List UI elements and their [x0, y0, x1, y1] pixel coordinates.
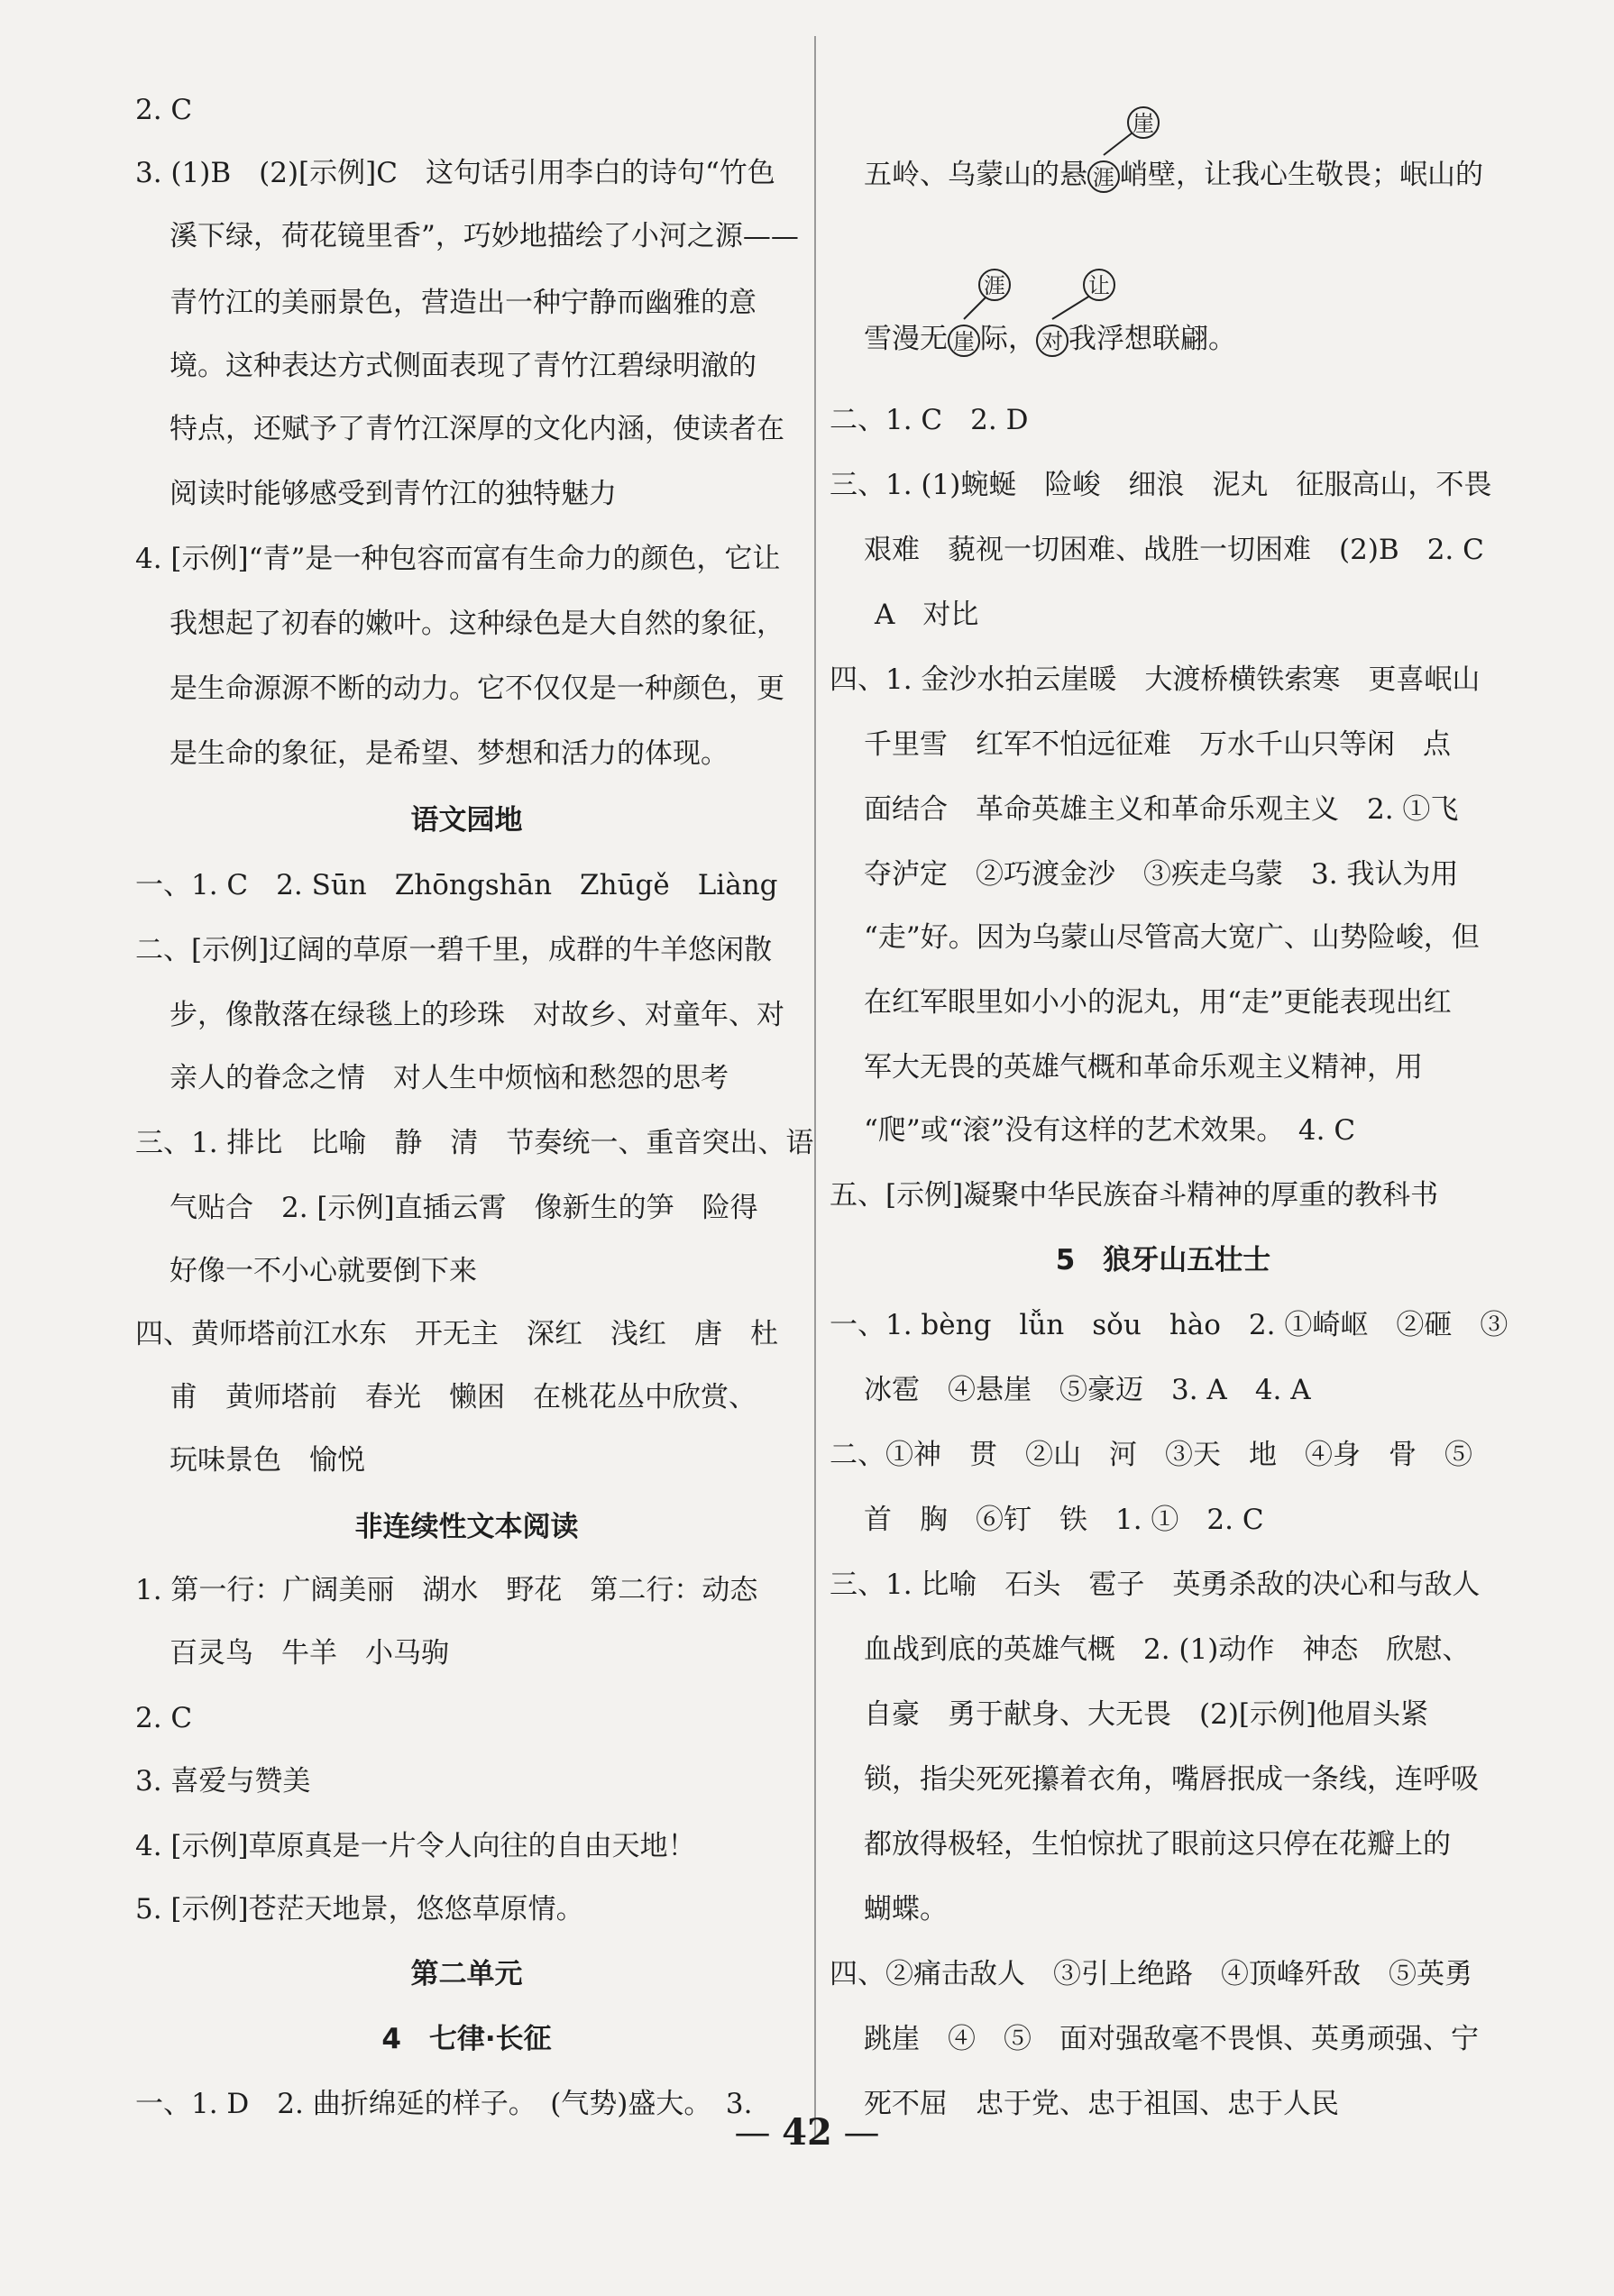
correction-char: 崖 [1127, 106, 1160, 139]
answer-line: 军大无畏的英雄气概和革命乐观主义精神，用 [864, 1051, 1423, 1084]
answer-line: 阅读时能够感受到青竹江的独特魅力 [170, 478, 617, 510]
answer-line: 三、1. (1)蜿蜒 险峻 细浪 泥丸 征服高山，不畏 [830, 469, 1492, 501]
answer-line: 血战到底的英雄气概 2. (1)动作 神态 欣慰、 [864, 1633, 1471, 1666]
answer-line: 好像一不小心就要倒下来 [170, 1255, 477, 1287]
answer-line: 一、1. C 2. Sūn Zhōngshān Zhūgě Liàng [135, 869, 778, 901]
answer-line: “爬”或“滚”没有这样的艺术效果。 4. C [864, 1114, 1356, 1147]
answer-line: 四、1. 金沙水拍云崖暖 大渡桥横铁索寒 更喜岷山 [830, 663, 1481, 696]
correction-char: 让 [1083, 269, 1115, 301]
answer-line: 四、黄师塔前江水东 开无主 深红 浅红 唐 杜 [135, 1318, 778, 1350]
answer-line: 亲人的眷念之情 对人生中烦恼和愁怨的思考 [170, 1062, 729, 1094]
answer-line: 夺泸定 ②巧渡金沙 ③疾走乌蒙 3. 我认为用 [864, 858, 1459, 891]
answer-line: 步，像散落在绿毯上的珍珠 对故乡、对童年、对 [170, 999, 784, 1031]
answer-line: 是生命源源不断的动力。它不仅仅是一种颜色，更 [170, 672, 784, 705]
answer-line: 5. [示例]苍茫天地景，悠悠草原情。 [135, 1893, 584, 1926]
answer-line: 二、1. C 2. D [830, 404, 1029, 436]
column-divider [814, 36, 816, 2136]
answer-line: 三、1. 比喻 石头 雹子 英勇杀敌的决心和与敌人 [830, 1569, 1481, 1601]
answer-line: 锁，指尖死死攥着衣角，嘴唇抿成一条线，连呼吸 [864, 1763, 1479, 1796]
answer-line: 一、1. bèng lǚn sǒu hào 2. ①崎岖 ②砸 ③ [830, 1309, 1509, 1341]
answer-line: 3. (1)B (2)[示例]C 这句话引用李白的诗句“竹色 [135, 157, 775, 189]
answer-line: 玩味景色 愉悦 [170, 1444, 365, 1477]
answer-line: 一、1. D 2. 曲折绵延的样子。 (气势)盛大。 3. [135, 2088, 753, 2120]
answer-line: 跳崖 ④ ⑤ 面对强敌毫不畏惧、英勇顽强、宁 [864, 2023, 1479, 2055]
section-heading: 5 狼牙山五壮士 [1055, 1244, 1271, 1276]
answer-line: 二、①神 贯 ②山 河 ③天 地 ④身 骨 ⑤ [830, 1439, 1472, 1471]
answer-line: 2. C [135, 94, 193, 126]
circled-char: 涯 [1087, 160, 1120, 193]
annot1-post: 峭壁，让我心生敬畏；岷山的 [1120, 159, 1483, 191]
answer-line: 4. [示例]草原真是一片令人向往的自由天地！ [135, 1830, 696, 1862]
answer-line: 在红军眼里如小小的泥丸，用“走”更能表现出红 [864, 986, 1452, 1019]
answer-line: 五、[示例]凝聚中华民族奋斗精神的厚重的教科书 [830, 1179, 1439, 1212]
answer-line: 百灵鸟 牛羊 小马驹 [170, 1637, 449, 1669]
answer-line: “走”好。因为乌蒙山尽管高大宽广、山势险峻，但 [864, 921, 1480, 954]
answer-line: 死不屈 忠于党、忠于祖国、忠于人民 [864, 2088, 1339, 2120]
answer-line: 首 胸 ⑥钉 铁 1. ① 2. C [864, 1504, 1264, 1536]
annot2-mid: 际， [980, 323, 1036, 355]
answer-line: 溪下绿，荷花镜里香”，巧妙地描绘了小河之源—— [170, 220, 799, 252]
annot1-pre: 五岭、乌蒙山的悬 [864, 159, 1087, 191]
answer-line: 二、[示例]辽阔的草原一碧千里，成群的牛羊悠闲散 [135, 934, 773, 966]
answer-line: 蝴蝶。 [864, 1893, 948, 1926]
answer-line: 甫 黄师塔前 春光 懒困 在桃花丛中欣赏、 [170, 1381, 757, 1413]
circled-char: 崖 [948, 325, 980, 357]
answer-line: 冰雹 ④悬崖 ⑤豪迈 3. A 4. A [864, 1374, 1311, 1406]
answer-line: 境。这种表达方式侧面表现了青竹江碧绿明澈的 [170, 350, 757, 382]
answer-line: 三、1. 排比 比喻 静 清 节奏统一、重音突出、语 [135, 1127, 814, 1159]
annot2-post: 我浮想联翩。 [1068, 323, 1236, 355]
answer-line: 2. C [135, 1702, 193, 1734]
answer-line: 特点，还赋予了青竹江深厚的文化内涵，使读者在 [170, 413, 784, 445]
answer-line: 青竹江的美丽景色，营造出一种宁静而幽雅的意 [170, 287, 757, 319]
annotated-line-1 [864, 111, 1483, 195]
answer-line: 气贴合 2. [示例]直插云霄 像新生的笋 险得 [170, 1192, 758, 1224]
correction-char: 涯 [978, 269, 1011, 301]
answer-line: 四、②痛击敌人 ③引上绝路 ④顶峰歼敌 ⑤英勇 [830, 1958, 1472, 1990]
section-heading: 语文园地 [410, 804, 523, 837]
page-number: — 42 — [734, 2111, 880, 2154]
answer-line: 是生命的象征，是希望、梦想和活力的体现。 [170, 737, 729, 770]
answer-line: 千里雪 红军不怕远征难 万水千山只等闲 点 [864, 728, 1451, 761]
page-number-value: 42 [782, 2111, 832, 2154]
answer-line: 1. 第一行：广阔美丽 湖水 野花 第二行：动态 [135, 1574, 758, 1606]
answer-line: 我想起了初春的嫩叶。这种绿色是大自然的象征， [170, 608, 784, 640]
answer-line: A 对比 [875, 599, 979, 631]
annotated-line-2 [864, 273, 1236, 359]
circled-char: 对 [1036, 325, 1068, 357]
answer-line: 3. 喜爱与赞美 [135, 1765, 311, 1797]
section-heading: 4 七律·长征 [381, 2023, 552, 2055]
answer-line: 4. [示例]“青”是一种包容而富有生命力的颜色，它让 [135, 543, 781, 575]
answer-line: 自豪 勇于献身、大无畏 (2)[示例]他眉头紧 [864, 1698, 1429, 1731]
answer-line: 都放得极轻，生怕惊扰了眼前这只停在花瓣上的 [864, 1828, 1451, 1861]
answer-line: 面结合 革命英雄主义和革命乐观主义 2. ①飞 [864, 793, 1459, 826]
annot2-pre: 雪漫无 [864, 323, 948, 355]
section-heading: 非连续性文本阅读 [354, 1511, 579, 1543]
answer-line: 艰难 藐视一切困难、战胜一切困难 (2)B 2. C [864, 534, 1484, 566]
section-heading: 第二单元 [410, 1958, 523, 1990]
